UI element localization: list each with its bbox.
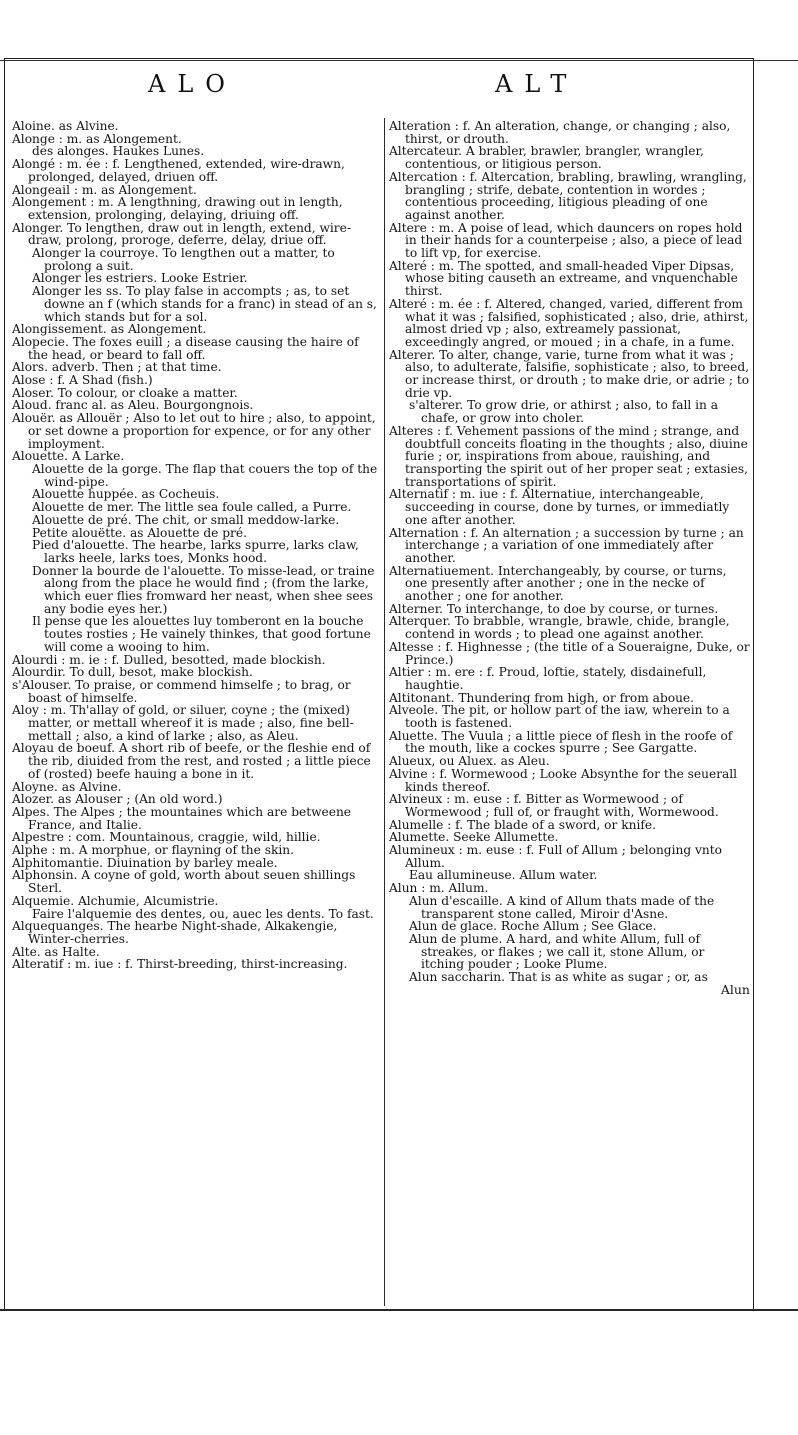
dictionary-entry: Alourdi : m. ie : f. Dulled, besotted, made blockish. [12,652,326,667]
dictionary-entry: Alun de glace. Roche Allum ; See Glace. [409,919,657,934]
dictionary-entry: Aloy : m. Th'allay of gold, or siluer, coyne ; the (mixed) matter, or mettall whereof it is made ; also, fine bell-mettall ; also, a kind of larke ; also, as Aleu. [12,703,354,743]
dictionary-entry: Pied d'alouette. The hearbe, larks spurre, larks claw, larks heele, larks toes, Monks hood. [32,538,359,565]
dictionary-entry: Alterquer. To brabble, wrangle, brawle, chide, brangle, contend in words ; to plead one against another. [389,614,730,642]
dictionary-entry: Alphonsin. A coyne of gold, worth about seuen shillings Sterl. [12,868,356,896]
dictionary-entry: Alonger la courroye. To lengthen out a matter, to prolong a suit. [32,246,335,273]
dictionary-entry: Alvine : f. Wormewood ; Looke Absynthe for the seuerall kinds thereof. [389,766,738,794]
dictionary-entry: Alpes. The Alpes ; the mountaines which are betweene France, and Italie. [12,804,352,832]
dictionary-entry: Aloyne. as Alvine. [12,779,122,794]
dictionary-entry: Alteration : f. An alteration, change, or changing ; also, thirst, or drouth. [389,119,731,146]
bottom-rule [0,1309,798,1311]
dictionary-entry: Alozer. as Alouser ; (An old word.) [12,792,223,807]
dictionary-entry: Alueux, ou Aluex. as Aleu. [389,754,550,769]
dictionary-entry: Altercation : f. Altercation, brabling, brawling, wrangling, brangling ; strife, debate, contention in wordes ; contentious proceeding, litigious pleading of one against another. [389,169,747,222]
dictionary-entry: Alquequanges. The hearbe Night-shade, Alkakengie, Winter-cherries. [12,919,338,946]
dictionary-entry: Aluette. The Vuula ; a little piece of flesh in the roofe of the mouth, like a cockes spurre ; See Gargatte. [389,728,733,756]
dictionary-entry: Alphe : m. A morphue, or flayning of the skin. [12,843,294,858]
dictionary-entry: Alouër. as Allouër ; Also to let out to hire ; also, to appoint, or set downe a proportion for expence, or for any other imployment. [12,411,376,451]
running-header-right: ALT [495,70,579,98]
dictionary-entry: Alternatif : m. iue : f. Alternatiue, interchangeable, succeeding in course, done by turnes, or immediatly one after another. [389,487,730,527]
dictionary-entry: Altier : m. ere : f. Proud, loftie, stately, disdainefull, haughtie. [389,665,707,692]
dictionary-entry: Alopecie. The foxes euill ; a disease causing the haire of the head, or beard to fall off. [12,334,359,362]
dictionary-entry: Alveole. The pit, or hollow part of the iaw, wherein to a tooth is fastened. [389,703,730,731]
dictionary-entry: Alouette. A Larke. [12,449,125,464]
dictionary-entry: Alte. as Halte. [12,944,100,959]
dictionary-entry: Alongissement. as Alongement. [12,322,207,337]
dictionary-entry: Altitonant. Thundering from high, or from aboue. [389,690,695,705]
dictionary-entry: Alors. adverb. Then ; at that time. [12,360,222,375]
dictionary-entry: Alonger. To lengthen, draw out in length, extend, wire-draw, prolong, proroge, deferre, delay, driue off. [12,220,351,248]
dictionary-entry: Alteré : m. ée : f. Altered, changed, varied, different from what it was ; falsified, sophisticated ; also, drie, athirst, almost dried vp ; also, extreamely passionat, exceedingly angred, or moued ; in a chafe, in a fume. [389,296,749,349]
dictionary-entry: Alongement : m. A lengthning, drawing out in length, extension, prolonging, delaying, driuing off. [12,195,343,222]
dictionary-entry: Alouette de la gorge. The flap that couers the top of the wind-pipe. [32,461,378,489]
dictionary-entry: Aloine. as Alvine. [12,119,119,133]
dictionary-entry: Alteré : m. The spotted, and small-headed Viper Dipsas, whose biting causeth an extreame, and vnquenchable thirst. [389,258,738,299]
dictionary-entry: Alun de plume. A hard, and white Allum, full of streakes, or flakes ; we call it, stone Allum, or itching pouder ; Looke Plume. [409,932,705,972]
dictionary-entry: Aloser. To colour, or cloake a matter. [12,385,238,400]
column-divider [384,118,385,1306]
catchword: Alun [720,981,750,997]
dictionary-entry: Alun saccharin. That is as white as sugar ; or, as [409,970,708,985]
dictionary-entry: Alphitomantie. Diuination by barley meale. [12,855,278,870]
dictionary-entry: Alumette. Seeke Allumette. [389,830,559,845]
dictionary-entry: Alouette huppée. as Cocheuis. [32,487,220,502]
dictionary-entry: Alongeail : m. as Alongement. [12,182,197,197]
dictionary-entry: Alquemie. Alchumie, Alcumistrie. [12,893,219,908]
dictionary-entry: des alonges. Haukes Lunes. [32,144,205,159]
dictionary-entry: Alteres : f. Vehement passions of the mind ; strange, and doubtfull conceits floating in the thoughts ; also, diuine furie ; or, inspirations from aboue, rauishing, and transporting the spirit out of her proper seat ; extasies, transportations of spirit. [389,423,749,489]
right-column [389,120,750,997]
dictionary-entry: Alonger les estriers. Looke Estrier. [32,271,248,286]
dictionary-entry: Alouette de pré. The chit, or small meddow-larke. [32,512,340,527]
dictionary-entry: Altere : m. A poise of lead, which dauncers on ropes hold in their hands for a counterpeise ; also, a piece of lead to lift vp, for exercise. [389,220,743,261]
dictionary-entry: Alun : m. Allum. [389,881,489,896]
dictionary-entry: Alouette de mer. The little sea foule called, a Purre. [32,500,352,515]
dictionary-entry: Alternation : f. An alternation ; a succession by turne ; an interchange ; a variation of one immediately after another. [389,525,744,565]
dictionary-entry: Eau allumineuse. Allum water. [409,868,598,883]
dictionary-entry: Alterer. To alter, change, varie, turne from what it was ; also, to adulterate, falsifie, sophisticate ; also, to breed, or increase thirst, or drouth ; to make drie, or adrie ; to drie vp. [389,347,750,400]
dictionary-entry: Alvineux : m. euse : f. Bitter as Wormewood ; of Wormewood ; full of, or fraught with, Wormewood. [389,792,719,819]
dictionary-entry: Faire l'alquemie des dentes, ou, auec les dents. To fast. [32,906,374,921]
top-rule [0,60,798,61]
dictionary-entry: Aloyau de boeuf. A short rib of beefe, or the fleshie end of the rib, diuided from the rest, and rosted ; a little piece of (rosted) beefe hauing a bone in it. [12,741,371,781]
dictionary-entry: Il pense que les alouettes luy tomberont en la bouche toutes rosties ; He vainely thinkes, that good fortune will come a wooing to him. [32,614,371,654]
dictionary-entry: s'alterer. To grow drie, or athirst ; also, to fall in a chafe, or grow into choler. [409,398,719,426]
dictionary-entry: Alonge : m. as Alongement. [12,131,182,146]
dictionary-entry: Alose : f. A Shad (fish.) [12,373,153,388]
dictionary-entry: Alourdir. To dull, besot, make blockish. [12,665,253,680]
dictionary-entry: Petite alouëtte. as Alouette de pré. [32,525,247,540]
dictionary-entry: Alumelle : f. The blade of a sword, or knife. [389,817,656,832]
dictionary-entry: Alterner. To interchange, to doe by course, or turnes. [389,601,719,616]
dictionary-entry: Altercateur. A brabler, brawler, brangler, wrangler, contentious, or litigious person. [389,144,704,172]
dictionary-entry: Donner la bourde de l'alouette. To misse-lead, or traine along from the place he would find ; (from the larke, which euer flies fromward her neast, when shee sees any bodie eyes her.) [32,563,375,616]
dictionary-entry: Alumineux : m. euse : f. Full of Allum ; belonging vnto Allum. [389,843,723,870]
dictionary-entry: Alun d'escaille. A kind of Allum thats made of the transparent stone called, Miroir d'Asne. [409,893,715,921]
dictionary-entry: Aloud. franc al. as Aleu. Bourgongnois. [12,398,254,413]
dictionary-entry: Altesse : f. Highnesse ; (the title of a Soueraigne, Duke, or Prince.) [389,639,750,667]
dictionary-entry: Alteratif : m. iue : f. Thirst-breeding, thirst-increasing. [12,957,348,972]
dictionary-entry: Alpestre : com. Mountainous, craggie, wild, hillie. [12,830,321,845]
left-column [12,120,378,971]
dictionary-entry: s'Alouser. To praise, or commend himselfe ; to brag, or boast of himselfe. [12,677,351,705]
dictionary-entry: Alongé : m. ée : f. Lengthened, extended, wire-drawn, prolonged, delayed, driuen off. [12,157,345,184]
running-header-left: ALO [148,70,237,98]
dictionary-entry: Alonger les ss. To play false in accompts ; as, to set downe an f (which stands for a franc) in stead of an s, which stands but for a sol. [32,284,377,324]
dictionary-entry: Alternatiuement. Interchangeably, by course, or turns, one presently after another ; one in the necke of another ; one for another. [389,563,727,604]
